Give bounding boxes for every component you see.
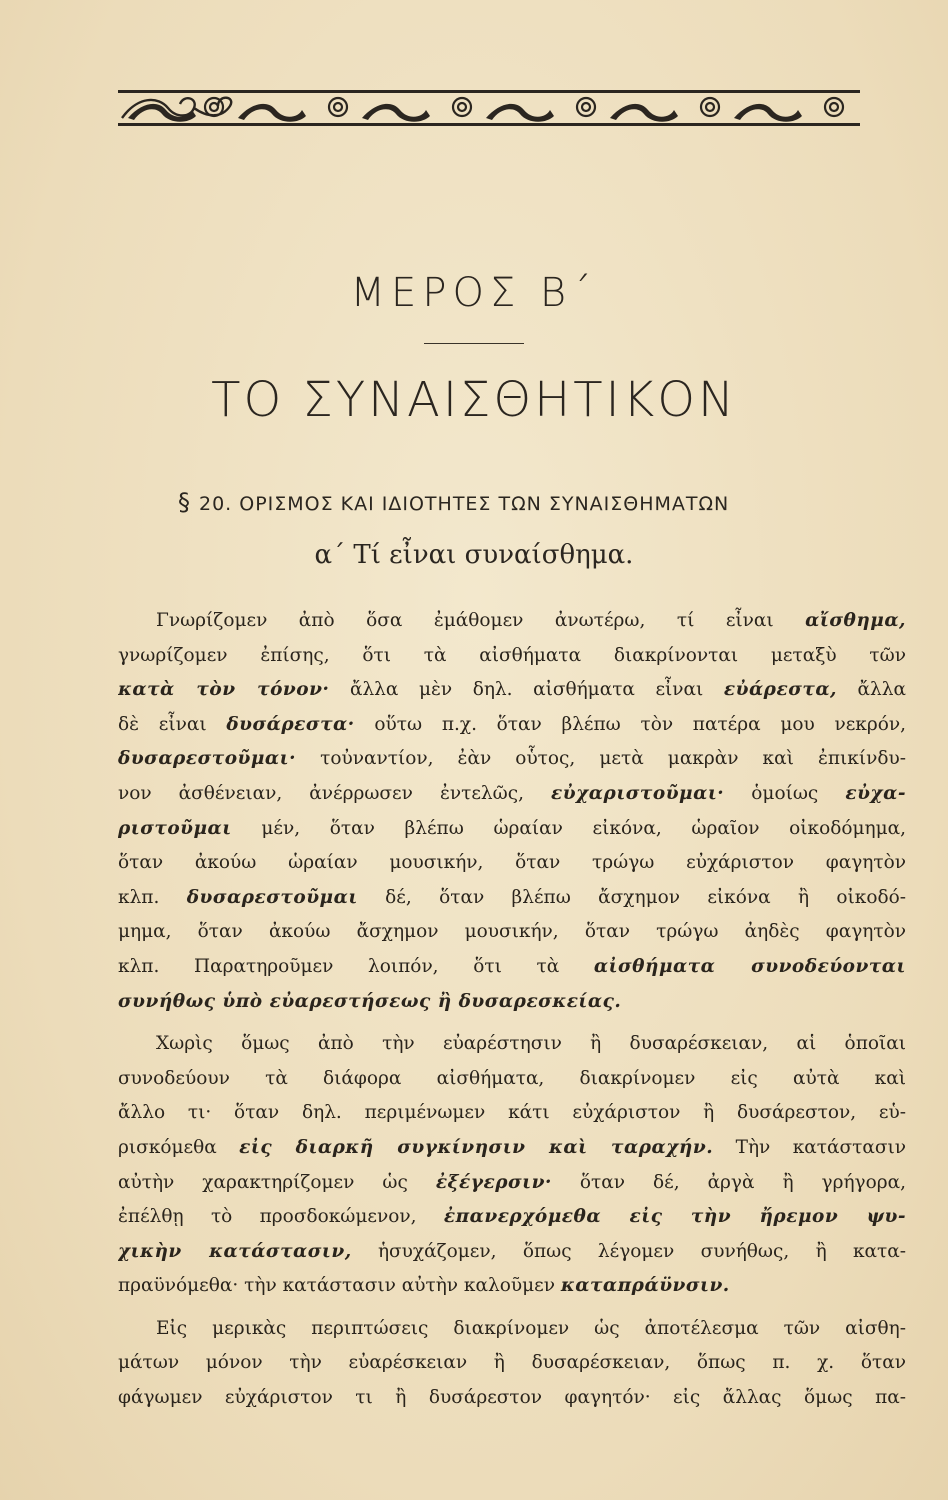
text-run: συνοδεύουν τὰ διάφορα αἰσθήματα, διακρίνομεν εἰς αὐτὰ καὶ xyxy=(118,1067,906,1089)
text-line xyxy=(118,1131,906,1166)
paragraph-gap xyxy=(118,1019,906,1027)
section-symbol: § xyxy=(178,488,191,516)
text-run: ὁμοίως xyxy=(724,782,846,804)
text-line xyxy=(118,1027,906,1062)
text-line xyxy=(118,846,906,881)
text-run: νον ἀσθένειαν, ἀνέρρωσεν ἐντελῶς, xyxy=(118,782,552,804)
body-text xyxy=(118,604,906,1416)
emphasized-term: ριστοῦμαι xyxy=(118,817,232,839)
text-run: οὕτω π.χ. ὅταν βλέπω τὸν πατέρα μου νεκρόν, xyxy=(354,713,906,735)
text-run: ἡσυχάζομεν, ὅπως λέγομεν συνήθως, ἢ κατα- xyxy=(351,1240,906,1262)
text-run: πραϋνόμεθα· τὴν κατάστασιν αὐτὴν καλοῦμεν xyxy=(118,1275,561,1297)
text-run: αὐτὴν χαρακτηρίζομεν ὡς xyxy=(118,1171,436,1193)
emphasized-term: εὐχα- xyxy=(845,782,906,804)
text-line xyxy=(118,1235,906,1270)
text-line xyxy=(118,915,906,950)
text-run: ρισκόμεθα xyxy=(118,1136,240,1158)
subheading: α΄ Τί εἶναι συναίσθημα. xyxy=(314,540,634,570)
text-line xyxy=(118,812,906,847)
text-run: Τὴν κατάστασιν xyxy=(713,1136,906,1158)
emphasized-term: εὐάρεστα, xyxy=(723,679,837,701)
emphasized-term: χικὴν κατάστασιν, xyxy=(118,1240,352,1262)
emphasized-term: αἴσθημα, xyxy=(805,610,906,631)
emphasized-term: αἰσθήματα συνοδεύονται xyxy=(593,955,906,977)
text-line xyxy=(118,742,906,777)
text-run: κλπ. Παρατηροῦμεν λοιπόν, ὅτι τὰ xyxy=(118,955,594,977)
emphasized-term: εὐχαριστοῦμαι· xyxy=(551,782,725,804)
emphasized-term: δυσαρεστοῦμαι· xyxy=(118,748,297,770)
text-run: ἐπέλθῃ τὸ προσδοκώμενον, xyxy=(118,1206,444,1228)
emphasized-term: συνήθως ὑπὸ εὐαρεστήσεως ἢ δυσαρεσκείας. xyxy=(118,990,622,1012)
text-line xyxy=(118,1269,906,1304)
title-divider xyxy=(424,343,524,344)
text-run: ἄλλα μὲν δηλ. αἰσθήματα εἶναι xyxy=(329,679,724,701)
emphasized-term: ἐξέγερσιν· xyxy=(435,1171,552,1193)
text-line xyxy=(118,985,906,1020)
emphasized-term: κατὰ τὸν τόνον· xyxy=(118,679,330,701)
text-line xyxy=(118,1166,906,1201)
text-line xyxy=(118,1200,906,1235)
text-line xyxy=(118,1096,906,1131)
text-run: ἄλλα xyxy=(837,679,906,701)
text-line xyxy=(118,1062,906,1097)
text-run: μάτων μόνον τὴν εὐαρέσκειαν ἢ δυσαρέσκειαν, ὅπως π. χ. ὅταν xyxy=(118,1352,906,1374)
emphasized-term: δυσαρεστοῦμαι xyxy=(186,886,358,908)
text-run: φάγωμεν εὐχάριστον τι ἢ δυσάρεστον φαγητόν· εἰς ἄλλας ὅμως πα- xyxy=(118,1387,906,1409)
text-line xyxy=(118,950,906,985)
text-line xyxy=(118,639,906,674)
text-line xyxy=(118,708,906,743)
text-run: δέ, ὅταν βλέπω ἄσχημον εἰκόνα ἢ οἰκοδό- xyxy=(357,886,906,908)
text-run: κλπ. xyxy=(118,886,187,908)
text-line xyxy=(118,1381,906,1416)
ornament-border-icon xyxy=(118,88,860,128)
paragraph-gap xyxy=(118,1304,906,1312)
text-line xyxy=(118,673,906,708)
text-line xyxy=(118,604,906,639)
chapter-title: ΤΟ ΣΥΝΑΙΣΘΗΤΙΚΟΝ xyxy=(211,372,737,428)
section-heading xyxy=(178,488,878,516)
text-line xyxy=(118,1346,906,1381)
emphasized-term: καταπράϋνσιν. xyxy=(560,1275,730,1297)
part-title: ΜΕΡΟΣ Β΄ xyxy=(350,270,598,316)
text-line xyxy=(118,777,906,812)
text-run: ὅταν ἀκούω ὡραίαν μουσικήν, ὅταν τρώγω εὐχάριστον φαγητὸν xyxy=(118,852,906,874)
text-run: μημα, ὅταν ἀκούω ἄσχημον μουσικήν, ὅταν τρώγω ἀηδὲς φαγητὸν xyxy=(118,921,906,943)
section-heading-text: 20. ΟΡΙΣΜΟΣ ΚΑΙ ΙΔΙΟΤΗΤΕΣ ΤΩΝ ΣΥΝΑΙΣΘΗΜΑΤΩΝ xyxy=(199,493,730,515)
text-run: Γνωρίζομεν ἀπὸ ὅσα ἐμάθομεν ἀνωτέρω, τί εἶναι xyxy=(156,610,806,631)
text-run: ἄλλο τι· ὅταν δηλ. περιμένωμεν κάτι εὐχάριστον ἢ δυσάρεστον, εὑ- xyxy=(118,1102,906,1124)
text-run: μέν, ὅταν βλέπω ὡραίαν εἰκόνα, ὡραῖον οἰκοδόμημα, xyxy=(231,817,906,839)
text-run: γνωρίζομεν ἐπίσης, ὅτι τὰ αἰσθήματα διακρίνονται μεταξὺ τῶν xyxy=(118,644,906,666)
text-run: δὲ εἶναι xyxy=(118,713,227,735)
text-run: Εἰς μερικὰς περιπτώσεις διακρίνομεν ὡς ἀποτέλεσμα τῶν αἰσθη- xyxy=(156,1317,906,1339)
text-run: τοὐναντίον, ἐὰν οὗτος, μετὰ μακρὰν καὶ ἐπικίνδυ- xyxy=(296,748,906,770)
emphasized-term: εἰς διαρκῆ συγκίνησιν καὶ ταραχήν. xyxy=(239,1136,714,1158)
emphasized-term: ἐπανερχόμεθα εἰς τὴν ἤρεμον ψυ- xyxy=(443,1206,906,1228)
text-line xyxy=(118,881,906,916)
text-run: ὅταν δέ, ἀργὰ ἢ γρήγορα, xyxy=(551,1171,906,1193)
text-line xyxy=(118,1312,906,1347)
emphasized-term: δυσάρεστα· xyxy=(226,713,355,735)
text-run: Χωρὶς ὅμως ἀπὸ τὴν εὐαρέστησιν ἢ δυσαρέσκειαν, αἱ ὁποῖαι xyxy=(156,1033,906,1055)
